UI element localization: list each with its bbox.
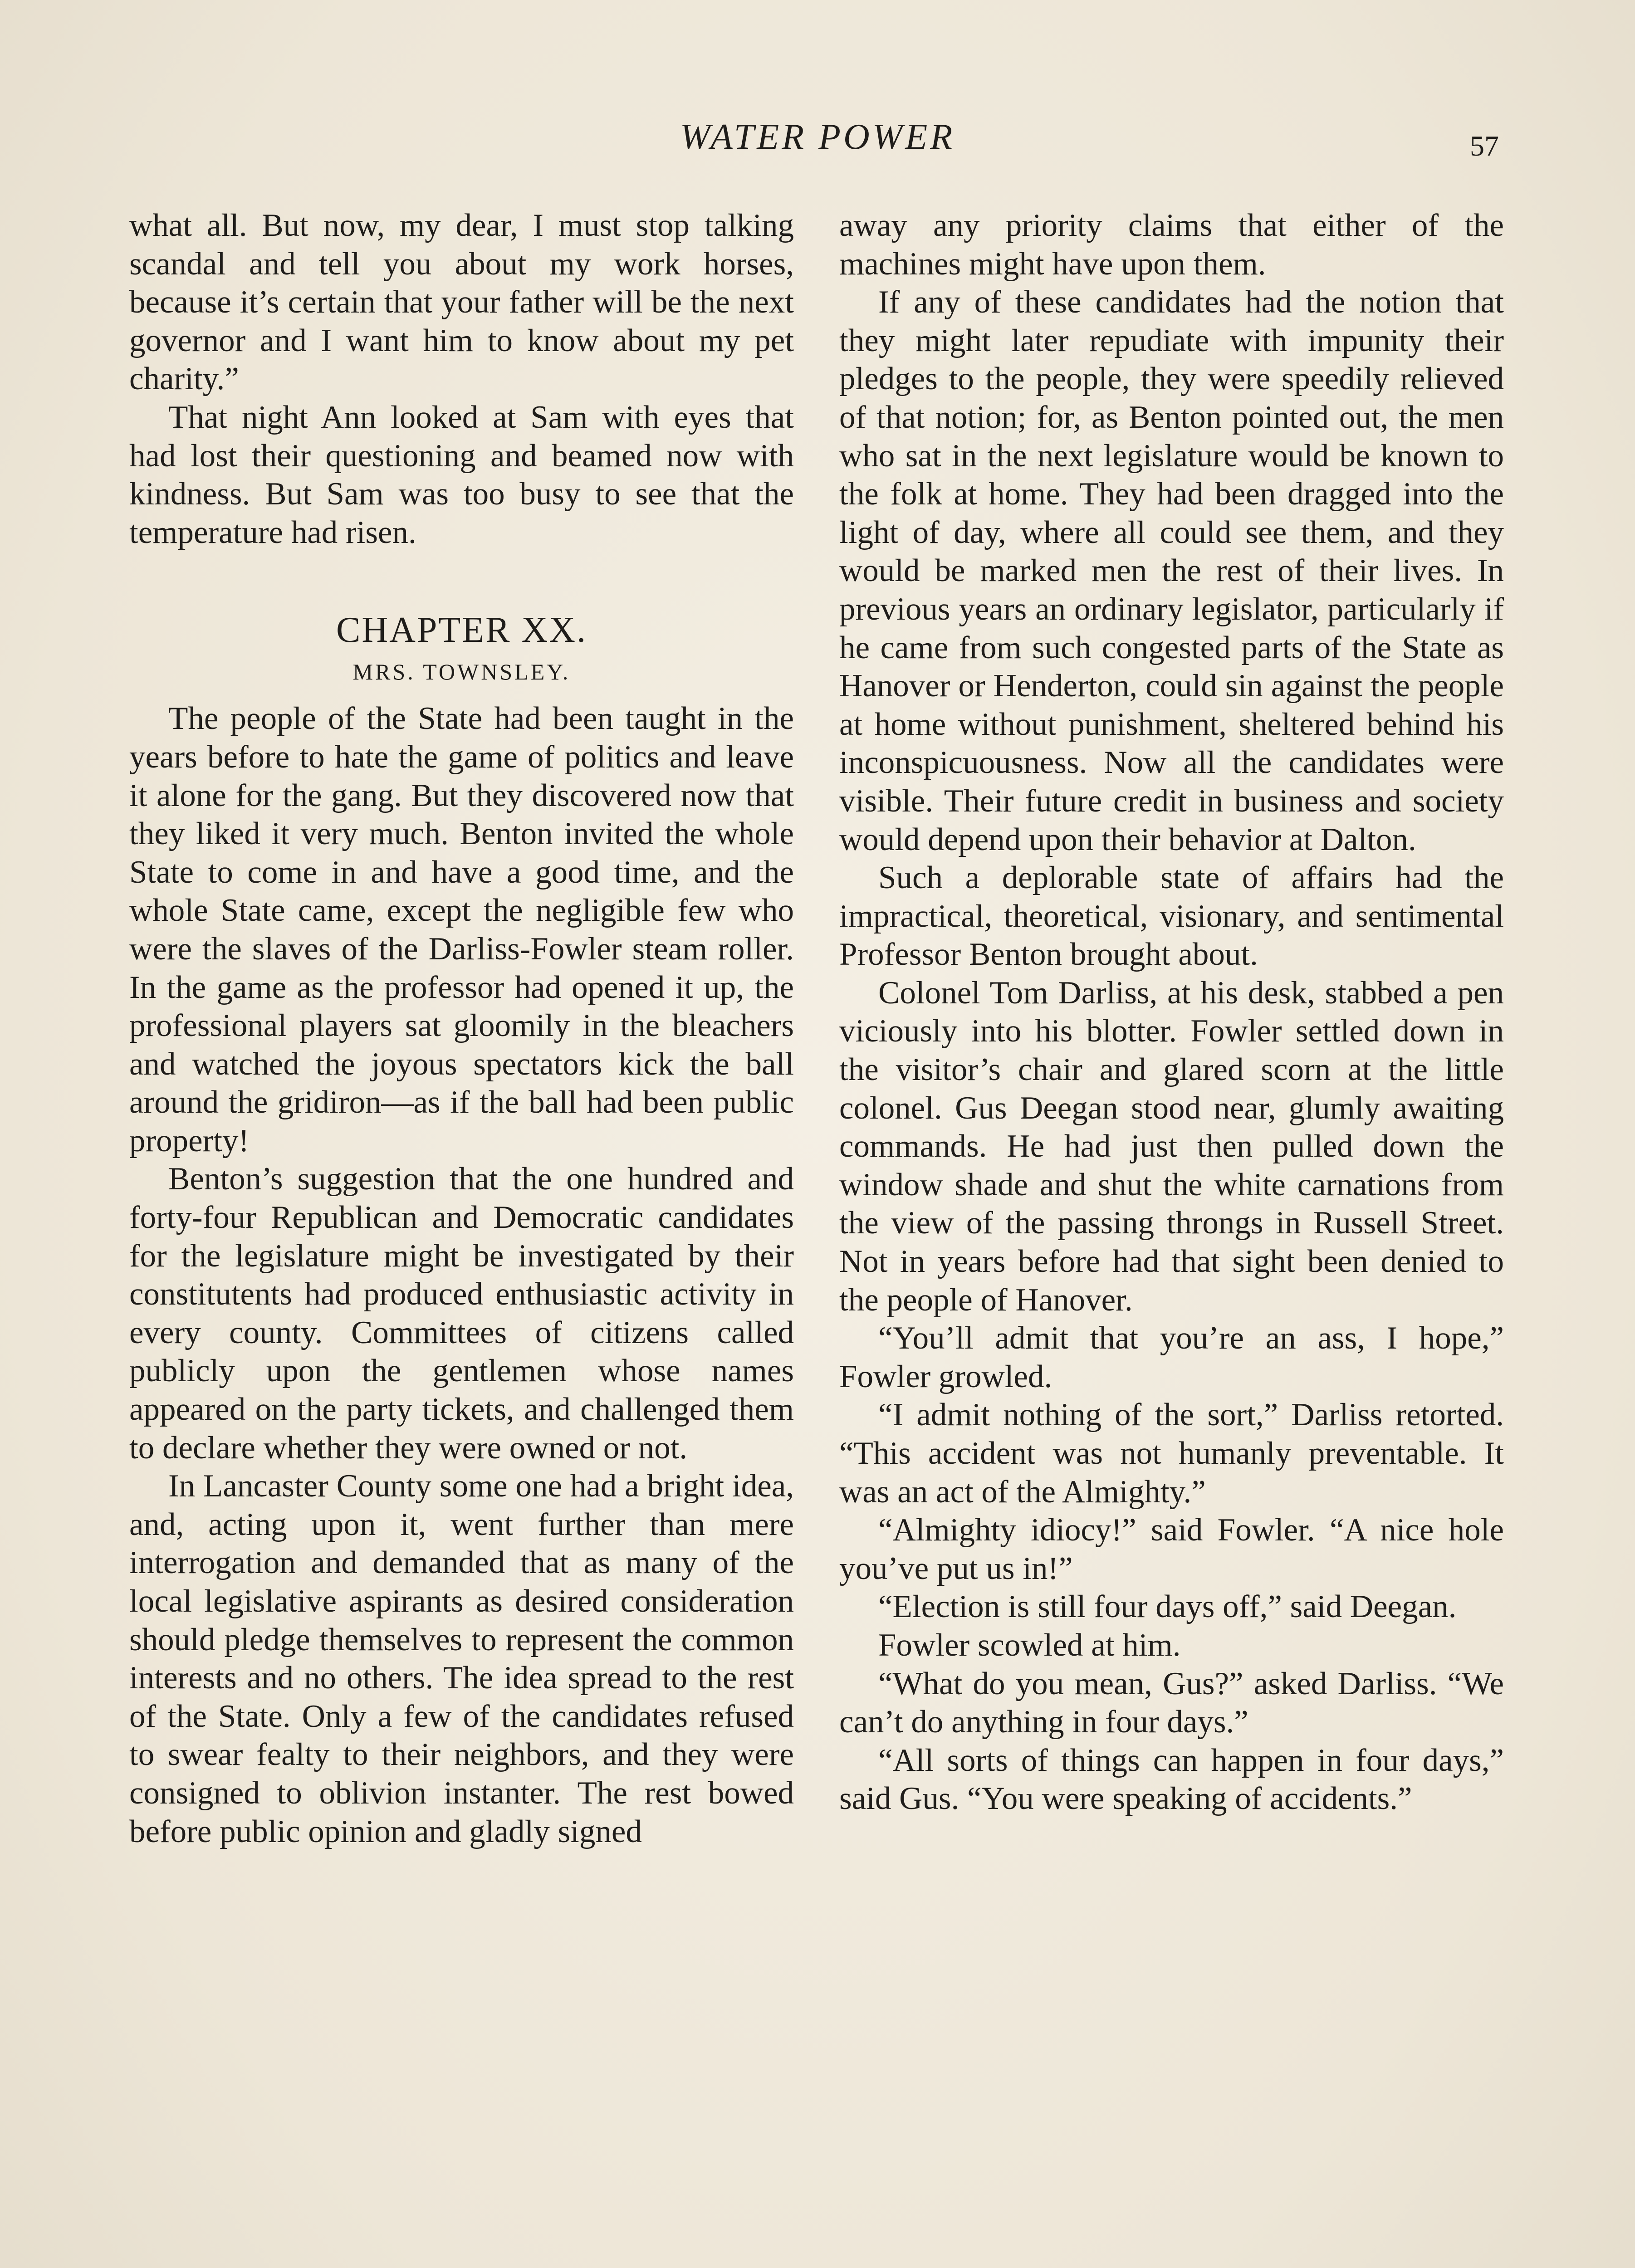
- paragraph: That night Ann looked at Sam with eyes that had lost their questioning and beamed now with kindness. But Sam was too busy to see that the temperature had risen.: [129, 399, 794, 550]
- paragraph: “What do you mean, Gus?” asked Darliss. “We can’t do anything in four days.”: [839, 1666, 1504, 1740]
- paragraph: “You’ll admit that you’re an ass, I hope,” Fowler growled.: [839, 1320, 1504, 1394]
- paragraph: “I admit nothing of the sort,” Darliss retorted. “This accident was not humanly preventable. It was an act of the Almighty.”: [839, 1397, 1504, 1510]
- paragraph: The people of the State had been taught in the years before to hate the game of politics and leave it alone for the gang. But they discovered now that they liked it very much. Benton invited the whole State to come in and have a good time, and the whole State came, except the negligible few who were the slaves of the Darliss-Fowler steam roller. In the game as the professor had opened it up, the professional players sat gloomily in the bleachers and watched the joyous spectators kick the ball around the gridiron—as if the ball had been public property!: [129, 701, 794, 1158]
- paragraph: In Lancaster County some one had a bright idea, and, acting upon it, went further than mere interrogation and demanded that as many of the local legislative aspirants as desired consideration should pledge themselves to represent the common interests and no others. The idea spread to the rest of the State. Only a few of the candidates refused to swear fealty to their neighbors, and they were consigned to oblivion instanter. The rest bowed before public opinion and gladly signed: [129, 1468, 794, 1849]
- paragraph: Benton’s suggestion that the one hundred and forty-four Republican and Democratic candidates for the legislature might be investigated by their constitutents had produced enthusiastic activity in every county. Committees of citizens called publicly upon the gentlemen whose names appeared on the party tickets, and challenged them to declare whether they were owned or not.: [129, 1161, 794, 1466]
- chapter-title: CHAPTER XX.: [336, 610, 587, 650]
- paragraph: what all. But now, my dear, I must stop talking scandal and tell you about my work horses, because it’s certain that your father will be the next governor and I want him to know about my pet charity.”: [129, 208, 794, 397]
- right-column: [839, 206, 1504, 1818]
- chapter-subtitle: MRS. TOWNSLEY.: [352, 659, 571, 685]
- paragraph: If any of these candidates had the notion that they might later repudiate with impunity their pledges to the people, they were speedily relieved of that notion; for, as Benton pointed out, the men who sat in the next legislature would be known to the folk at home. They had been dragged into the light of day, where all could see them, and they would be marked men the rest of their lives. In previous years an ordinary legislator, particularly if he came from such congested parts of the State as Hanover or Henderton, could sin against the people at home without punishment, sheltered behind his inconspicuousness. Now all the candidates were visible. Their future credit in business and society would depend upon their behavior at Dalton.: [839, 284, 1504, 857]
- paragraph: Such a deplorable state of affairs had the impractical, theoretical, visionary, and sentimental Professor Benton brought about.: [839, 860, 1504, 973]
- paragraph: away any priority claims that either of the machines might have upon them.: [839, 208, 1504, 282]
- page-number: 57: [1470, 130, 1499, 162]
- paragraph: “Election is still four days off,” said Deegan.: [878, 1589, 1457, 1625]
- paragraph: “All sorts of things can happen in four days,” said Gus. “You were speaking of accidents.”: [839, 1742, 1504, 1817]
- paragraph: Fowler scowled at him.: [878, 1627, 1181, 1663]
- running-title: WATER POWER: [680, 117, 955, 157]
- paragraph: Colonel Tom Darliss, at his desk, stabbed a pen viciously into his blotter. Fowler settled down in the visitor’s chair and glared scorn at the little colonel. Gus Deegan stood near, glumly awaiting commands. He had just then pulled down the window shade and shut the white carnations from the view of the passing throngs in Russell Street. Not in years before had that sight been denied to the people of Hanover.: [839, 975, 1504, 1318]
- paragraph: “Almighty idiocy!” said Fowler. “A nice hole you’ve put us in!”: [839, 1512, 1504, 1586]
- left-column: [129, 206, 794, 1851]
